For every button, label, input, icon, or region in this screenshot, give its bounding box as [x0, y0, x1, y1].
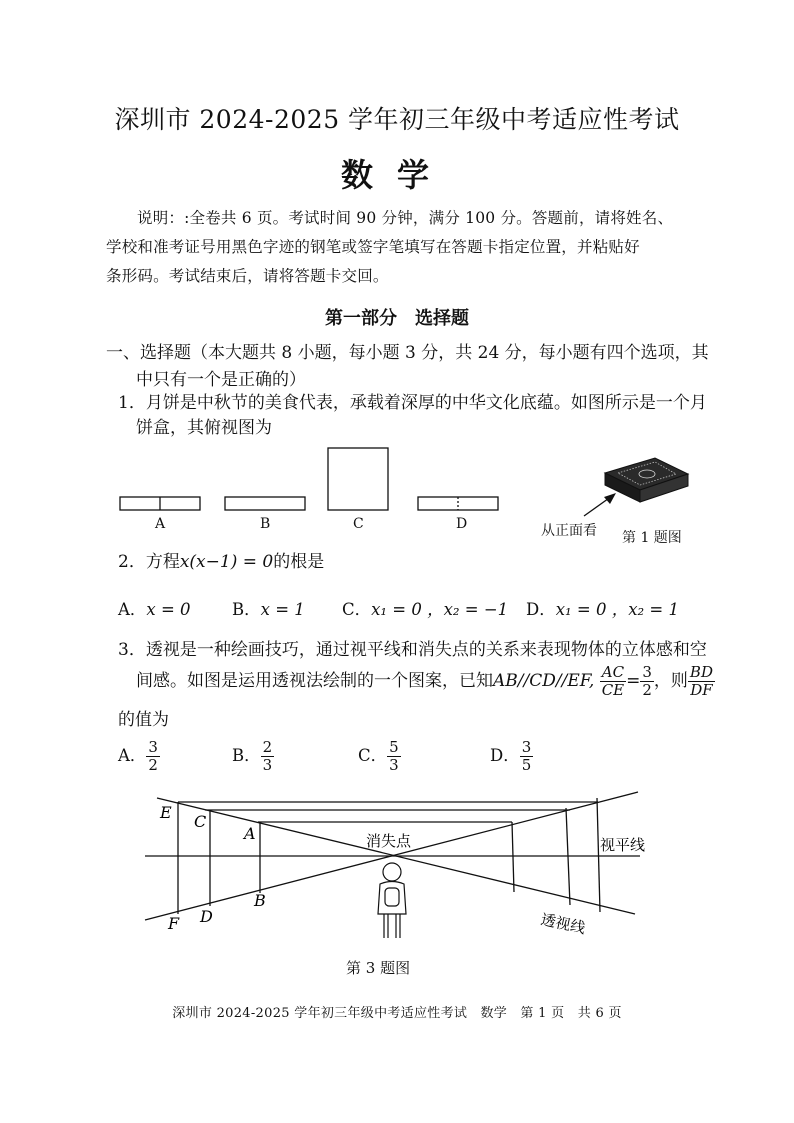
q3-option-c[interactable]: C． $\frac{5}{3}$ [358, 738, 399, 774]
person-illustration [378, 863, 406, 938]
q2-stem [118, 548, 324, 576]
q3-asked-ratio: $\frac{BD}{DF}$ [689, 663, 713, 699]
point-a: A [244, 824, 256, 843]
instructions-line-3: 条形码。考试结束后，请将答题卡交回。 [106, 267, 389, 285]
vanishing-point-label: 消失点 [366, 832, 412, 850]
page-footer: 深圳市 2024-2025 学年初三年级中考适应性考试 数学 第 1 页 共 6 页 [172, 1006, 622, 1021]
q2-option-c[interactable]: C．x₁ = 0 ，x₂ = −1 [342, 600, 509, 619]
point-e: E [160, 803, 172, 822]
q3-option-a[interactable]: A． $\frac{3}{2}$ [118, 738, 158, 774]
q1-option-c-figure [328, 448, 388, 510]
q3-text-line-3: 的值为 [118, 710, 169, 730]
q3-text-line-2: 间感。如图是运用透视法绘制的一个图案，已知AB//CD//EF, $\frac{AC}{CE}$ = $\frac{3}{2}$ ，则 $\frac{BD}{DF}$ [136, 663, 713, 699]
part-title: 第一部分 选择题 [325, 308, 469, 329]
q3-given-ratio-value: $\frac{3}{2}$ [642, 663, 652, 699]
instructions-line-1: 说明：:全卷共 6 页。考试时间 90 分钟，满分 100 分。答题前，请将姓名、 [137, 209, 674, 227]
q3-figure-caption: 第 3 题图 [346, 959, 411, 977]
q1-label-d: D [456, 516, 468, 532]
q1-option-a-figure [120, 497, 200, 510]
q3-given-ratio: $\frac{AC}{CE}$ [601, 663, 625, 699]
q2-prefix: 2．方程 [118, 552, 180, 572]
instructions-line-2: 学校和准考证号用黑色字迹的钢笔或签字笔填写在答题卡指定位置，并粘贴好 [106, 238, 640, 256]
view-label: 从正面看 [541, 523, 597, 539]
q3-option-b[interactable]: B． $\frac{2}{3}$ [232, 738, 273, 774]
point-d: D [200, 907, 213, 926]
q1-text-line-1: 1．月饼是中秋节的美食代表，承载着深厚的中华文化底蕴。如图所示是一个月 [118, 393, 707, 413]
q2-option-b[interactable]: B．x = 1 [232, 600, 305, 619]
view-direction-arrow [584, 493, 616, 516]
perspective-line-label: 透视线 [539, 910, 587, 938]
exam-title: 深圳市 2024-2025 学年初三年级中考适应性考试 [114, 105, 680, 134]
q2-option-a[interactable]: A．x = 0 [118, 600, 191, 619]
q1-label-b: B [260, 516, 271, 532]
point-c: C [194, 812, 207, 831]
q1-option-d-figure [418, 497, 498, 510]
q2-equation: x(x−1) = 0 [179, 552, 274, 572]
q2-option-d[interactable]: D．x₁ = 0 ，x₂ = 1 [526, 600, 679, 619]
q1-label-c: C [353, 516, 364, 532]
section-heading-line-2: 中只有一个是正确的） [136, 370, 306, 390]
horizon-line-label: 视平线 [600, 836, 646, 854]
point-b: B [254, 891, 266, 910]
q3-option-d[interactable]: D． $\frac{3}{5}$ [490, 738, 532, 774]
q3-text-line-1: 3．透视是一种绘画技巧，通过视平线和消失点的关系来表现物体的立体感和空 [118, 640, 707, 660]
q2-suffix: 的根是 [273, 552, 325, 572]
q1-text-line-2: 饼盒，其俯视图为 [136, 418, 272, 438]
q1-option-b-figure [225, 497, 305, 510]
q1-figure-caption: 第 1 题图 [622, 530, 682, 546]
subject-title: 数学 [340, 156, 453, 194]
point-f: F [168, 914, 180, 933]
section-heading-line-1: 一、选择题（本大题共 8 小题，每小题 3 分，共 24 分，每小题有四个选项，其 [106, 343, 709, 363]
q3-perspective-figure [0, 780, 794, 955]
q1-label-a: A [155, 516, 166, 532]
mooncake-box-illustration [605, 458, 688, 502]
